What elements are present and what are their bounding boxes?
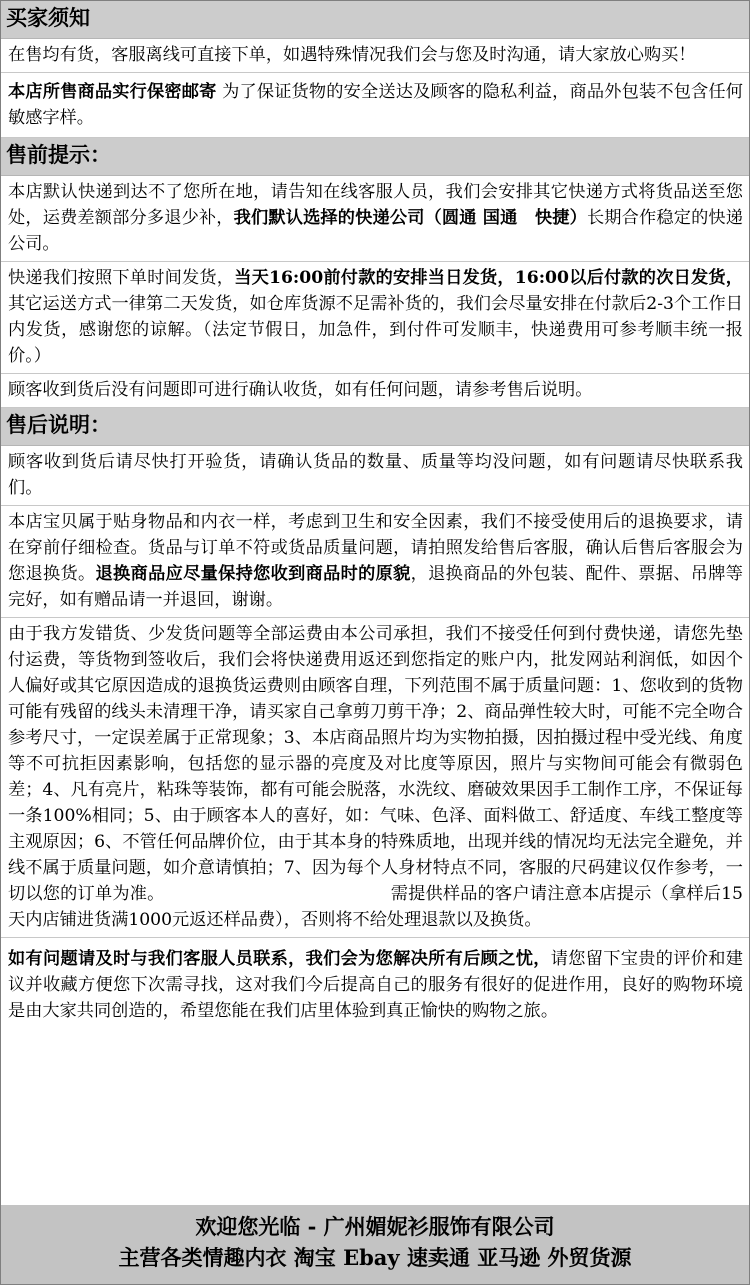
presale-p1-text-c: 长期合作稳定的快递公司。 (8, 208, 743, 254)
aftersale-p3-text-a: 由于我方发错货、少发货问题等全部运费由本公司承担，我们不接受任何到付费快递，请您先垫付运费，等货物到签收后，我们会将快递费用返还到您指定的账户内，批发网站利润低，如因个人偏好或其它原因造成的退换货运费则由顾客自理，下列范围不属于质量问题：1、您收到的货物可能有残留的线头未清理干净，请买家自己拿剪刀剪干净；2、商品弹性较大时，可能不完全吻合参考尺寸，一定误差属于正常现象；3、本店商品照片均为实物拍摄，因拍摄过程中受光线、角度等不可抗拒因素影响，包括您的显示器的亮度及对比度等原因，照片与实物间可能会有微弱色差；4、凡有亮片，粘珠等装饰，都有可能会脱落，水洗纹、磨破效果因手工制作工序，不保证每一条100%相同；5、由于顾客本人的喜好，如：气味、色泽、面料做工、舒适度、车线工整度等主观原因；6、不管任何品牌价位，由于其本身的特殊质地，出现并线的情况均无法完全避免，并线不属于质量问题，如介意请慎拍；7、因为每个人身材特点不同，客服的尺码建议仅作参考，一切以您的订单为准。 (8, 624, 743, 904)
aftersale-p3-text-b: 需提供样品的客户请注意本店提示（拿样后15天内店铺进货满1000元返还样品费），否则将不给处理退款以及换货。 (8, 884, 743, 930)
presale-p2-text-a: 快递我们按照下单时间发货， (8, 268, 235, 288)
presale-p2-bold: 当天16:00前付款的安排当日发货，16:00以后付款的次日发货， (234, 268, 743, 288)
notice-title: 买家须知 (1, 1, 749, 39)
presale-p1-text-a: 本店默认快递到达不了您所在地，请告知在线客服人员，我们会安排其它快递方式将货品送至您处，运费差额部分多退少补， (8, 182, 743, 228)
presale-title: 售前提示： (1, 138, 749, 176)
presale-p2-text-c: 其它运送方式一律第二天发货，如仓库货源不足需补货的，我们会尽量安排在付款后2-3个工作日内发货，感谢您的谅解。（法定节假日，加急件，到付件可发顺丰，快递费用可参考顺丰统一报价。） (8, 294, 743, 366)
aftersale-p4-text: 请您留下宝贵的评价和建议并收藏方便您下次需寻找，这对我们今后提高自己的服务有很好的促进作用，良好的购物环境是由大家共同创造的，希望您能在我们店里体验到真正愉快的购物之旅。 (8, 949, 743, 1021)
notice-paragraph-2 (1, 73, 749, 138)
aftersale-title: 售后说明： (1, 408, 749, 446)
presale-paragraph-2 (1, 262, 749, 374)
footer-company: 欢迎您光临 - 广州媚妮衫服饰有限公司 (195, 1214, 555, 1239)
aftersale-p2-text-c: ，退换商品的外包装、配件、票据、吊牌等完好，如有赠品请一并退回，谢谢。 (8, 564, 743, 610)
notice-paragraph-1 (1, 39, 749, 73)
notice-p1-text: 在售均有货，客服离线可直接下单，如遇特殊情况我们会与您及时沟通，请大家放心购买！ (8, 45, 696, 65)
presale-paragraph-3 (1, 374, 749, 408)
presale-p3-text: 顾客收到货后没有问题即可进行确认收货，如有任何问题，请参考售后说明。 (8, 380, 593, 400)
aftersale-paragraph-3 (1, 618, 749, 938)
aftersale-paragraph-2 (1, 506, 749, 618)
aftersale-p2-bold: 退换商品应尽量保持您收到商品时的原貌 (95, 564, 411, 584)
aftersale-paragraph-1 (1, 446, 749, 506)
aftersale-p4-bold: 如有问题请及时与我们客服人员联系，我们会为您解决所有后顾之忧， (8, 949, 551, 969)
aftersale-p1-text: 顾客收到货后请尽快打开验货，请确认货品的数量、质量等均没问题，如有问题请尽快联系我们。 (8, 452, 743, 498)
aftersale-p2-text-a: 本店宝贝属于贴身物品和内衣一样，考虑到卫生和安全因素，我们不接受使用后的退换要求，请在穿前仔细检查。货品与订单不符或货品质量问题，请拍照发给售后客服，确认后售后客服会为您退换货。 (8, 512, 743, 584)
footer-banner (1, 1205, 749, 1284)
presale-p1-bold: 我们默认选择的快递公司（圆通 国通 快捷） (233, 208, 587, 228)
footer-business: 主营各类情趣内衣 淘宝 Ebay 速卖通 亚马逊 外贸货源 (118, 1245, 632, 1270)
notice-p2-bold: 本店所售商品实行保密邮寄 (8, 82, 217, 102)
presale-paragraph-1 (1, 176, 749, 262)
notice-p2-text: 为了保证货物的安全送达及顾客的隐私利益，商品外包装不包含任何敏感字样。 (8, 82, 743, 128)
aftersale-paragraph-4 (1, 938, 749, 1028)
